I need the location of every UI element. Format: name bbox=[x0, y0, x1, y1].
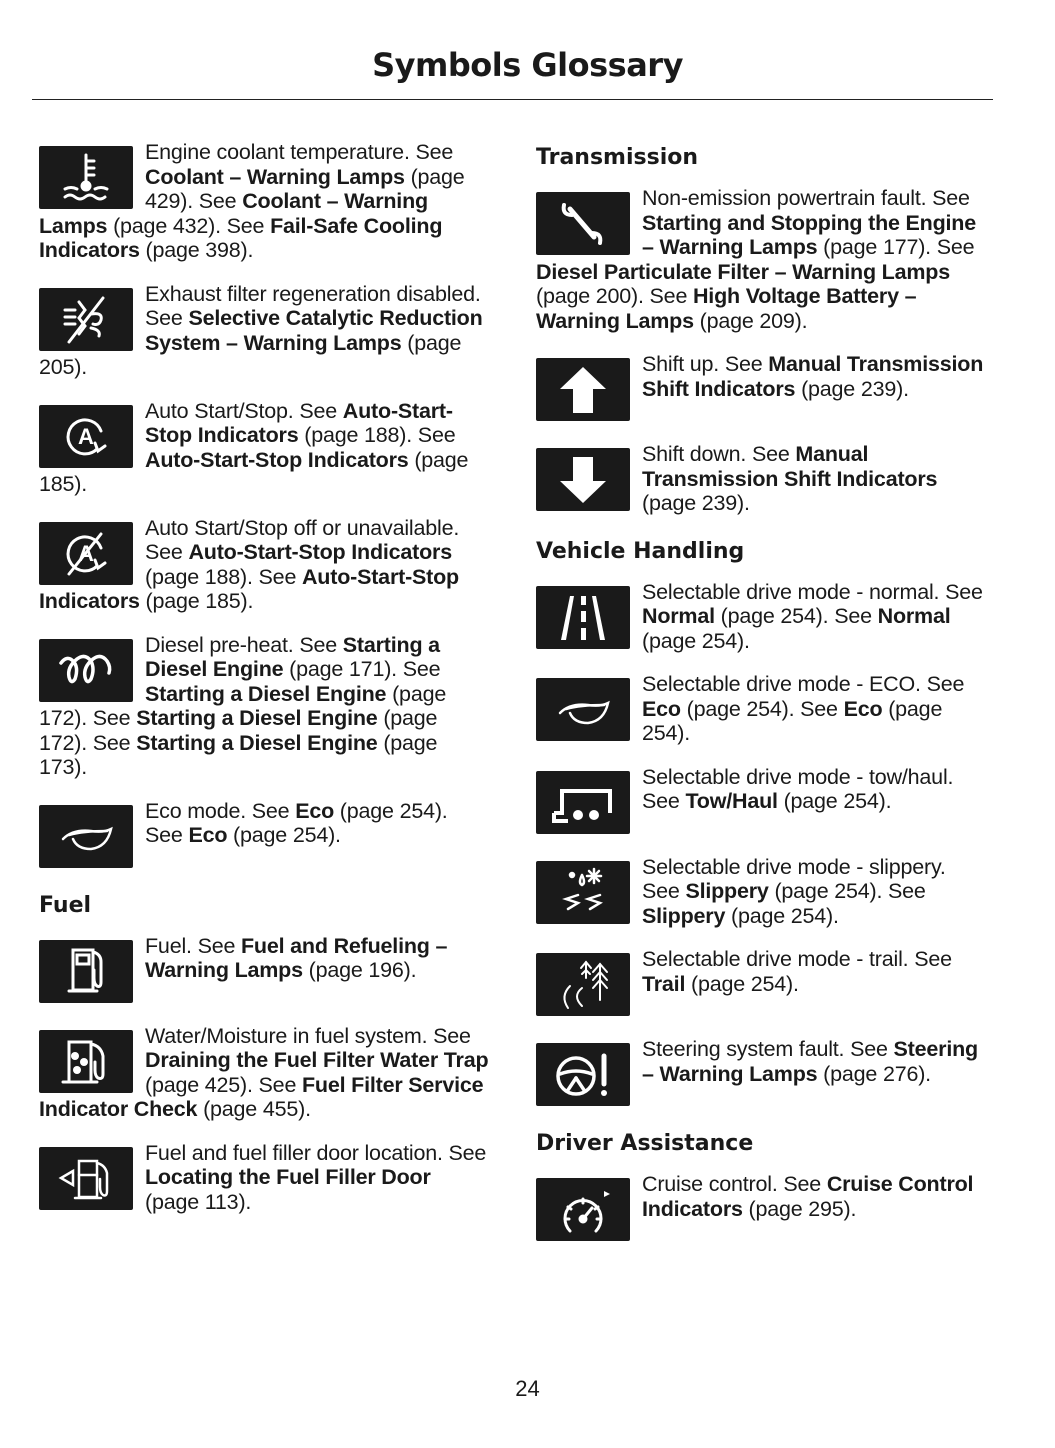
fuel-pump-icon bbox=[39, 940, 133, 1003]
svg-text:A: A bbox=[78, 541, 94, 566]
glossary-entry: Selectable drive mode - slippery. See Slippery (page 254). See Slippery (page 254). bbox=[536, 855, 986, 929]
drive-mode-slippery-icon bbox=[536, 861, 630, 924]
glossary-entry: Selectable drive mode - tow/haul. See Tow/Haul (page 254). bbox=[536, 765, 986, 836]
glossary-entry: Diesel pre-heat. See Starting a Diesel Engine (page 171). See Starting a Diesel Engine (page 172). See Starting a Diesel Engine (page 172). See Starting a Diesel Engine (page 173). bbox=[39, 632, 447, 779]
page-number: 24 bbox=[515, 1376, 540, 1401]
link[interactable]: Normal bbox=[642, 604, 715, 628]
link[interactable]: Auto-Start-Stop Indicators bbox=[188, 540, 452, 564]
glossary-entry: Non-emission powertrain fault. See Starting and Stopping the Engine – Warning Lamps (page 177). See Diesel Particulate Filter – Warning Lamps (page 200). See High Voltage Battery – Warning Lamps (page 209). bbox=[536, 186, 976, 333]
link[interactable]: Eco bbox=[843, 696, 883, 721]
drive-mode-normal-road-icon bbox=[536, 586, 630, 649]
left-column bbox=[39, 140, 489, 1233]
link[interactable]: Tow/Haul bbox=[685, 789, 778, 813]
link[interactable]: Fuel and Refueling – Warning Lamps bbox=[145, 933, 448, 982]
link[interactable]: Locating the Fuel Filler Door bbox=[145, 1165, 431, 1189]
title-divider bbox=[32, 99, 993, 100]
link[interactable]: Starting a Diesel Engine bbox=[136, 730, 378, 755]
glossary-entry: Selectable drive mode - normal. See Normal (page 254). See Normal (page 254). bbox=[536, 580, 986, 654]
link[interactable]: Fail-Safe Cooling Indicators bbox=[39, 213, 443, 262]
section-heading-transmission: Transmission bbox=[536, 145, 699, 170]
link[interactable]: High Voltage Battery – Warning Lamps bbox=[536, 284, 917, 333]
exhaust-filter-regeneration-disabled-icon bbox=[39, 288, 133, 351]
link[interactable]: Fuel Filter Service Indicator Check bbox=[39, 1072, 484, 1121]
link[interactable]: Selective Catalytic Reduction System – Warning Lamps bbox=[145, 306, 483, 355]
engine-coolant-temperature-icon bbox=[39, 146, 133, 209]
link[interactable]: Slippery bbox=[642, 903, 726, 928]
right-column bbox=[536, 140, 986, 1262]
auto-start-stop-off-icon bbox=[39, 522, 133, 585]
section-heading-driver-assistance: Driver Assistance bbox=[536, 1131, 754, 1156]
glossary-entry: Exhaust filter regeneration disabled. See Selective Catalytic Reduction System – Warning Lamps (page 205). bbox=[39, 281, 483, 379]
glossary-entry: Selectable drive mode - trail. See Trail (page 254). bbox=[536, 947, 986, 1018]
water-in-fuel-icon bbox=[39, 1030, 133, 1093]
glossary-entry: Selectable drive mode - ECO. See Eco (page 254). See Eco (page 254). bbox=[536, 672, 986, 746]
shift-down-arrow-icon bbox=[536, 448, 630, 511]
glossary-entry: Shift down. See Manual Transmission Shift Indicators (page 239). bbox=[536, 442, 986, 516]
link[interactable]: Steering – Warning Lamps bbox=[642, 1037, 978, 1086]
glossary-entry: Steering system fault. See Steering – Warning Lamps (page 276). bbox=[536, 1037, 986, 1108]
drive-mode-trail-icon bbox=[536, 953, 630, 1016]
link[interactable]: Auto-Start-Stop Indicators bbox=[39, 564, 459, 613]
glossary-entry: Cruise control. See Cruise Control Indicators (page 295). bbox=[536, 1172, 986, 1243]
diesel-preheat-icon bbox=[39, 639, 133, 702]
drive-mode-tow-haul-icon bbox=[536, 771, 630, 834]
link[interactable]: Starting a Diesel Engine bbox=[145, 681, 387, 706]
link[interactable]: Starting a Diesel Engine bbox=[145, 632, 440, 681]
glossary-entry: Eco mode. See Eco (page 254). See Eco (page 254). bbox=[39, 799, 489, 870]
link[interactable]: Auto-Start-Stop Indicators bbox=[145, 398, 453, 447]
link[interactable]: Starting and Stopping the Engine – Warning Lamps bbox=[642, 210, 976, 259]
link[interactable]: Eco bbox=[188, 823, 228, 847]
glossary-entry: Shift up. See Manual Transmission Shift Indicators (page 239). bbox=[536, 352, 986, 423]
steering-fault-icon bbox=[536, 1043, 630, 1106]
eco-leaf-icon bbox=[39, 805, 133, 868]
glossary-entry: A Auto Start/Stop. See Auto-Start-Stop Indicators (page 188). See Auto-Start-Stop Indicators (page 185). bbox=[39, 398, 469, 496]
link[interactable]: Cruise Control Indicators bbox=[642, 1172, 974, 1221]
fuel-filler-door-location-icon bbox=[39, 1147, 133, 1210]
link[interactable]: Draining the Fuel Filter Water Trap bbox=[145, 1048, 489, 1072]
link[interactable]: Coolant – Warning Lamps bbox=[39, 189, 428, 238]
svg-text:A: A bbox=[78, 424, 94, 449]
link[interactable]: Coolant – Warning Lamps bbox=[145, 164, 405, 189]
link[interactable]: Diesel Particulate Filter – Warning Lamps bbox=[536, 259, 950, 284]
link[interactable]: Trail bbox=[642, 971, 686, 996]
link[interactable]: Eco bbox=[295, 798, 335, 823]
link[interactable]: Auto-Start-Stop Indicators bbox=[145, 447, 409, 472]
link[interactable]: Starting a Diesel Engine bbox=[136, 706, 378, 730]
wrench-icon bbox=[536, 192, 630, 255]
page-title: Symbols Glossary bbox=[372, 46, 683, 84]
drive-mode-eco-leaf-icon bbox=[536, 678, 630, 741]
shift-up-arrow-icon bbox=[536, 358, 630, 421]
glossary-entry: Water/Moisture in fuel system. See Draining the Fuel Filter Water Trap (page 425). See Fuel Filter Service Indicator Check (page 455). bbox=[39, 1023, 489, 1121]
auto-start-stop-icon bbox=[39, 405, 133, 468]
glossary-entry: Fuel and fuel filler door location. See Locating the Fuel Filler Door (page 113). bbox=[39, 1141, 489, 1215]
link[interactable]: Slippery bbox=[685, 879, 769, 903]
link[interactable]: Manual Transmission Shift Indicators bbox=[642, 352, 984, 401]
link[interactable]: Manual Transmission Shift Indicators bbox=[642, 442, 938, 491]
cruise-control-icon bbox=[536, 1178, 630, 1241]
link[interactable]: Normal bbox=[877, 604, 951, 628]
link[interactable]: Eco bbox=[642, 696, 681, 721]
glossary-entry: A Auto Start/Stop off or unavailable. See Auto-Start-Stop Indicators (page 188). See Auto-Start-Stop Indicators (page 185). bbox=[39, 515, 460, 613]
section-heading-fuel: Fuel bbox=[39, 892, 92, 918]
glossary-entry: Fuel. See Fuel and Refueling – Warning Lamps (page 196). bbox=[39, 934, 489, 1005]
glossary-entry: Engine coolant temperature. See Coolant – Warning Lamps (page 429). See Coolant – Warning Lamps (page 432). See Fail-Safe Cooling Indicators (page 398). bbox=[39, 140, 465, 262]
section-heading-vehicle-handling: Vehicle Handling bbox=[536, 538, 745, 564]
